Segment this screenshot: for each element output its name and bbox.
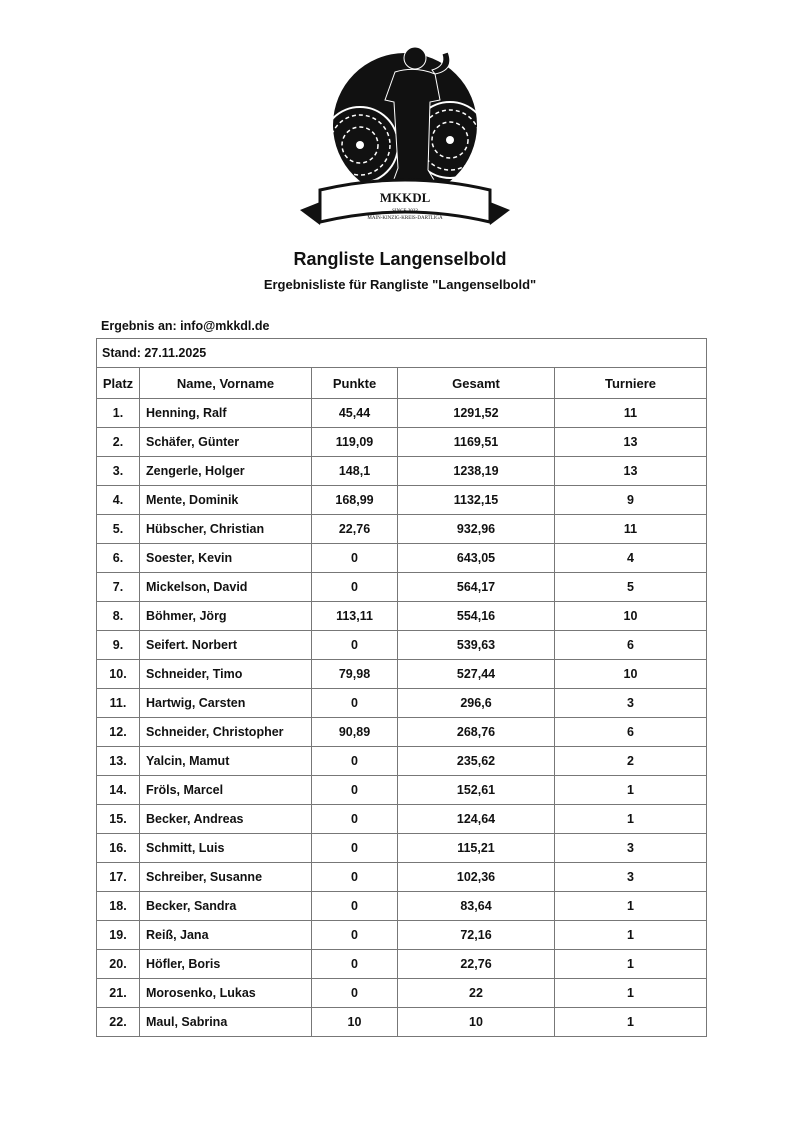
cell-platz: 10.	[97, 660, 140, 689]
cell-punkte: 0	[312, 863, 398, 892]
cell-name: Schreiber, Susanne	[140, 863, 312, 892]
table-row	[97, 457, 707, 486]
cell-gesamt: 564,17	[398, 573, 555, 602]
cell-turniere: 9	[555, 486, 707, 515]
table-row	[97, 515, 707, 544]
cell-name: Fröls, Marcel	[140, 776, 312, 805]
cell-gesamt: 932,96	[398, 515, 555, 544]
mkkdl-logo	[290, 40, 520, 240]
cell-punkte: 0	[312, 950, 398, 979]
table-row	[97, 631, 707, 660]
cell-turniere: 1	[555, 979, 707, 1008]
logo-banner	[300, 180, 510, 225]
cell-gesamt: 554,16	[398, 602, 555, 631]
table-row	[97, 718, 707, 747]
cell-gesamt: 102,36	[398, 863, 555, 892]
cell-name: Henning, Ralf	[140, 399, 312, 428]
cell-name: Reiß, Jana	[140, 921, 312, 950]
header-platz: Platz	[97, 368, 140, 399]
cell-turniere: 1	[555, 921, 707, 950]
cell-name: Yalcin, Mamut	[140, 747, 312, 776]
cell-gesamt: 124,64	[398, 805, 555, 834]
cell-turniere: 11	[555, 399, 707, 428]
table-row	[97, 486, 707, 515]
header-turniere: Turniere	[555, 368, 707, 399]
cell-gesamt: 22,76	[398, 950, 555, 979]
cell-gesamt: 296,6	[398, 689, 555, 718]
cell-name: Becker, Andreas	[140, 805, 312, 834]
cell-name: Soester, Kevin	[140, 544, 312, 573]
cell-turniere: 11	[555, 515, 707, 544]
header-name: Name, Vorname	[140, 368, 312, 399]
cell-punkte: 0	[312, 689, 398, 718]
cell-name: Schneider, Christopher	[140, 718, 312, 747]
cell-name: Zengerle, Holger	[140, 457, 312, 486]
table-row	[97, 892, 707, 921]
cell-turniere: 1	[555, 776, 707, 805]
cell-name: Mickelson, David	[140, 573, 312, 602]
cell-punkte: 0	[312, 892, 398, 921]
table-row	[97, 544, 707, 573]
cell-turniere: 6	[555, 631, 707, 660]
cell-gesamt: 527,44	[398, 660, 555, 689]
cell-punkte: 0	[312, 544, 398, 573]
cell-platz: 9.	[97, 631, 140, 660]
table-row	[97, 399, 707, 428]
cell-turniere: 2	[555, 747, 707, 776]
cell-gesamt: 1291,52	[398, 399, 555, 428]
cell-platz: 14.	[97, 776, 140, 805]
page-title: Rangliste Langenselbold	[293, 249, 507, 269]
cell-punkte: 45,44	[312, 399, 398, 428]
cell-punkte: 79,98	[312, 660, 398, 689]
header-row	[97, 368, 707, 399]
cell-platz: 4.	[97, 486, 140, 515]
cell-name: Morosenko, Lukas	[140, 979, 312, 1008]
cell-platz: 22.	[97, 1008, 140, 1037]
cell-turniere: 1	[555, 805, 707, 834]
table-row	[97, 573, 707, 602]
cell-name: Seifert. Norbert	[140, 631, 312, 660]
table-row	[97, 921, 707, 950]
cell-platz: 7.	[97, 573, 140, 602]
cell-punkte: 22,76	[312, 515, 398, 544]
cell-turniere: 1	[555, 950, 707, 979]
table-row	[97, 834, 707, 863]
table-row	[97, 950, 707, 979]
cell-platz: 11.	[97, 689, 140, 718]
cell-turniere: 13	[555, 457, 707, 486]
table-row	[97, 428, 707, 457]
table-row	[97, 805, 707, 834]
cell-turniere: 3	[555, 689, 707, 718]
cell-name: Höfler, Boris	[140, 950, 312, 979]
cell-name: Schäfer, Günter	[140, 428, 312, 457]
cell-name: Mente, Dominik	[140, 486, 312, 515]
stand-date: Stand: 27.11.2025	[97, 339, 707, 368]
table-row	[97, 660, 707, 689]
cell-platz: 16.	[97, 834, 140, 863]
cell-punkte: 90,89	[312, 718, 398, 747]
cell-gesamt: 1132,15	[398, 486, 555, 515]
cell-platz: 6.	[97, 544, 140, 573]
cell-punkte: 113,11	[312, 602, 398, 631]
cell-turniere: 6	[555, 718, 707, 747]
stand-row	[97, 339, 707, 368]
cell-turniere: 4	[555, 544, 707, 573]
cell-gesamt: 72,16	[398, 921, 555, 950]
cell-punkte: 0	[312, 631, 398, 660]
cell-platz: 8.	[97, 602, 140, 631]
table-row	[97, 979, 707, 1008]
cell-platz: 15.	[97, 805, 140, 834]
cell-platz: 21.	[97, 979, 140, 1008]
logo-since: SINCE 2023	[392, 209, 418, 214]
cell-platz: 18.	[97, 892, 140, 921]
cell-gesamt: 268,76	[398, 718, 555, 747]
cell-platz: 17.	[97, 863, 140, 892]
cell-gesamt: 22	[398, 979, 555, 1008]
cell-turniere: 10	[555, 602, 707, 631]
cell-punkte: 0	[312, 834, 398, 863]
cell-turniere: 13	[555, 428, 707, 457]
table-row	[97, 863, 707, 892]
cell-platz: 12.	[97, 718, 140, 747]
cell-punkte: 148,1	[312, 457, 398, 486]
cell-turniere: 3	[555, 834, 707, 863]
cell-name: Becker, Sandra	[140, 892, 312, 921]
cell-punkte: 10	[312, 1008, 398, 1037]
cell-platz: 13.	[97, 747, 140, 776]
logo-org: MAIN-KINZIG-KREIS-DARTLIGA	[367, 216, 443, 221]
cell-punkte: 0	[312, 921, 398, 950]
cell-name: Hartwig, Carsten	[140, 689, 312, 718]
cell-punkte: 0	[312, 805, 398, 834]
cell-platz: 2.	[97, 428, 140, 457]
cell-gesamt: 643,05	[398, 544, 555, 573]
cell-gesamt: 235,62	[398, 747, 555, 776]
cell-gesamt: 1169,51	[398, 428, 555, 457]
cell-platz: 20.	[97, 950, 140, 979]
header-gesamt: Gesamt	[398, 368, 555, 399]
cell-name: Maul, Sabrina	[140, 1008, 312, 1037]
cell-platz: 3.	[97, 457, 140, 486]
table-row	[97, 689, 707, 718]
ranking-table	[96, 338, 707, 1037]
cell-gesamt: 152,61	[398, 776, 555, 805]
table-row	[97, 776, 707, 805]
cell-name: Schmitt, Luis	[140, 834, 312, 863]
cell-platz: 5.	[97, 515, 140, 544]
cell-gesamt: 115,21	[398, 834, 555, 863]
cell-punkte: 168,99	[312, 486, 398, 515]
header-punkte: Punkte	[312, 368, 398, 399]
cell-gesamt: 539,63	[398, 631, 555, 660]
cell-punkte: 0	[312, 979, 398, 1008]
cell-platz: 19.	[97, 921, 140, 950]
cell-punkte: 0	[312, 776, 398, 805]
cell-punkte: 0	[312, 573, 398, 602]
cell-gesamt: 1238,19	[398, 457, 555, 486]
cell-turniere: 1	[555, 1008, 707, 1037]
logo-text: MKKDL	[379, 190, 431, 205]
cell-name: Böhmer, Jörg	[140, 602, 312, 631]
page-subtitle: Ergebnisliste für Rangliste "Langenselbold"	[263, 277, 537, 292]
cell-name: Hübscher, Christian	[140, 515, 312, 544]
cell-turniere: 5	[555, 573, 707, 602]
cell-gesamt: 10	[398, 1008, 555, 1037]
cell-turniere: 1	[555, 892, 707, 921]
cell-turniere: 3	[555, 863, 707, 892]
cell-punkte: 119,09	[312, 428, 398, 457]
table-row	[97, 747, 707, 776]
cell-turniere: 10	[555, 660, 707, 689]
table-row	[97, 1008, 707, 1037]
cell-platz: 1.	[97, 399, 140, 428]
table-row	[97, 602, 707, 631]
cell-punkte: 0	[312, 747, 398, 776]
cell-gesamt: 83,64	[398, 892, 555, 921]
cell-name: Schneider, Timo	[140, 660, 312, 689]
ranking-rows	[97, 399, 707, 1037]
email-line: Ergebnis an: info@mkkdl.de	[101, 319, 270, 333]
